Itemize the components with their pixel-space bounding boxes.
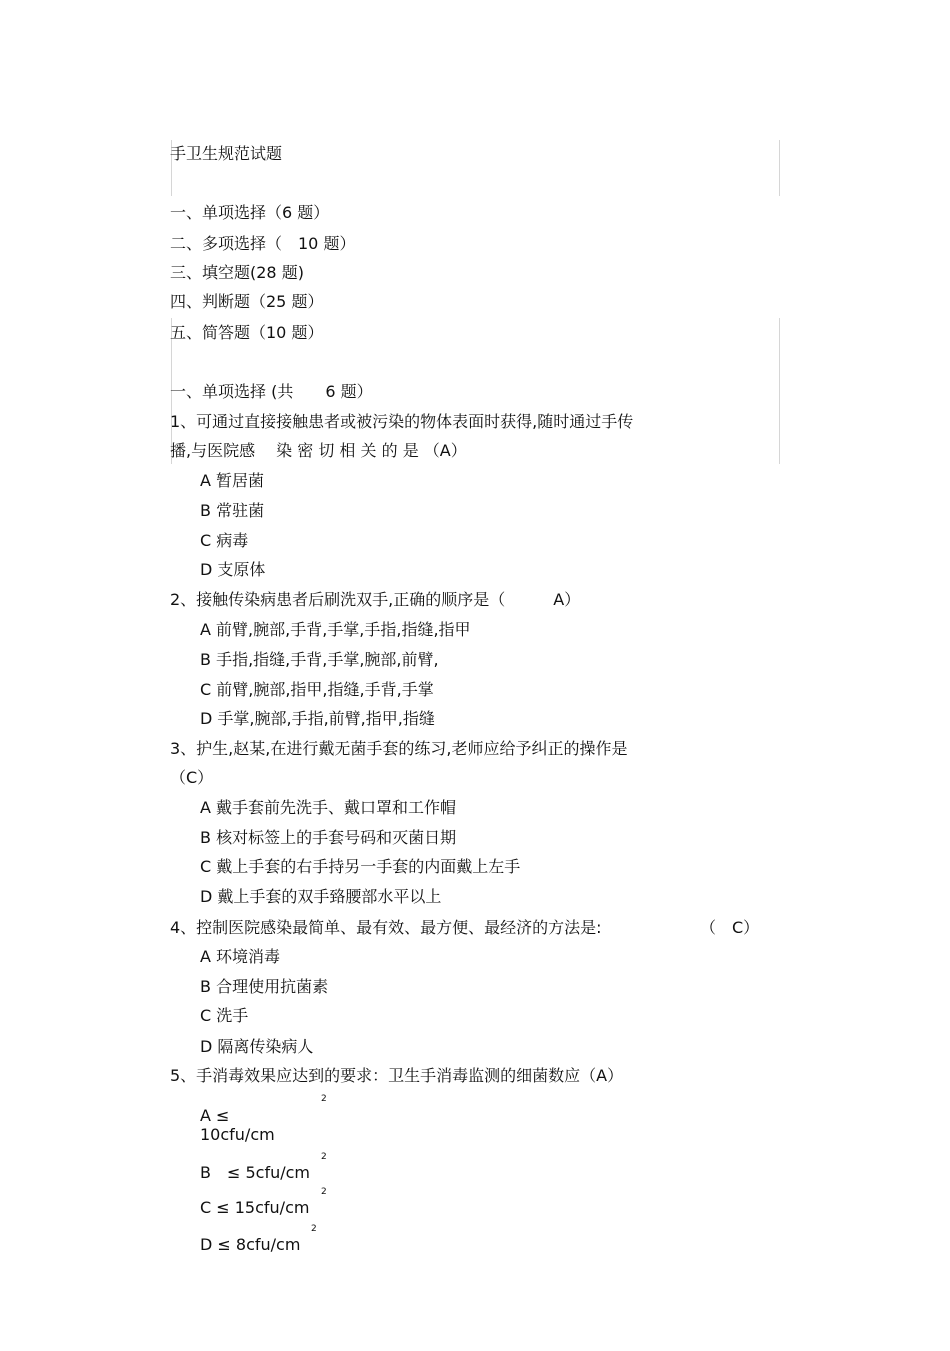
option-item: B 常驻菌 xyxy=(200,501,265,520)
question-text: 1、可通过直接接触患者或被污染的物体表面时获得,随时通过手传 xyxy=(170,412,634,431)
option-item: D 手掌,腕部,手指,前臂,指甲,指缝 xyxy=(200,709,435,728)
option-item: C 戴上手套的右手持另一手套的内面戴上左手 xyxy=(200,857,521,876)
option-item: A ≤ xyxy=(200,1106,230,1125)
superscript: 2 xyxy=(321,1187,327,1197)
question-text: 4、控制医院感染最简单、最有效、最方便、最经济的方法是: xyxy=(170,918,602,937)
margin-rule xyxy=(779,140,780,196)
option-item: B 手指,指缝,手背,手掌,腕部,前臂, xyxy=(200,650,439,669)
option-item: B ≤ 5cfu/cm xyxy=(200,1163,310,1182)
outline-item: 三、填空题(28 题) xyxy=(170,263,304,282)
option-item: D 支原体 xyxy=(200,560,266,579)
option-item: A 环境消毒 xyxy=(200,947,281,966)
superscript: 2 xyxy=(321,1152,327,1162)
option-item: D 戴上手套的双手臵腰部水平以上 xyxy=(200,887,442,906)
option-item: C 前臂,腕部,指甲,指缝,手背,手掌 xyxy=(200,680,434,699)
superscript: 2 xyxy=(311,1224,317,1234)
option-item: B 合理使用抗菌素 xyxy=(200,977,329,996)
question-text: 3、护生,赵某,在进行戴无菌手套的练习,老师应给予纠正的操作是 xyxy=(170,739,628,758)
option-item: C 洗手 xyxy=(200,1006,249,1025)
question-text: 播,与医院感 染 密 切 相 关 的 是 （A） xyxy=(170,441,467,460)
outline-item: 二、多项选择（ 10 题） xyxy=(170,234,356,253)
answer-mark: （ C） xyxy=(700,918,760,937)
question-text: （C） xyxy=(170,768,214,787)
option-item: A 前臂,腕部,手背,手掌,手指,指缝,指甲 xyxy=(200,620,471,639)
option-item: C ≤ 15cfu/cm xyxy=(200,1198,310,1217)
question-text: 2、接触传染病患者后刷洗双手,正确的顺序是（ A） xyxy=(170,590,581,609)
outline-item: 五、简答题（10 题） xyxy=(170,323,324,342)
superscript: 2 xyxy=(321,1094,327,1104)
option-item: D ≤ 8cfu/cm xyxy=(200,1235,301,1254)
option-item: A 暂居菌 xyxy=(200,471,265,490)
option-item: B 核对标签上的手套号码和灭菌日期 xyxy=(200,828,457,847)
outline-item: 一、单项选择（6 题） xyxy=(170,203,330,222)
margin-rule xyxy=(779,318,780,464)
option-item: 10cfu/cm xyxy=(200,1125,275,1144)
question-text: 5、手消毒效果应达到的要求：卫生手消毒监测的细菌数应（A） xyxy=(170,1066,624,1085)
section-heading: 一、单项选择 (共 6 题） xyxy=(170,382,373,401)
page-title: 手卫生规范试题 xyxy=(170,144,283,163)
option-item: D 隔离传染病人 xyxy=(200,1037,314,1056)
option-item: A 戴手套前先洗手、戴口罩和工作帽 xyxy=(200,798,457,817)
option-item: C 病毒 xyxy=(200,531,249,550)
outline-item: 四、判断题（25 题） xyxy=(170,292,324,311)
